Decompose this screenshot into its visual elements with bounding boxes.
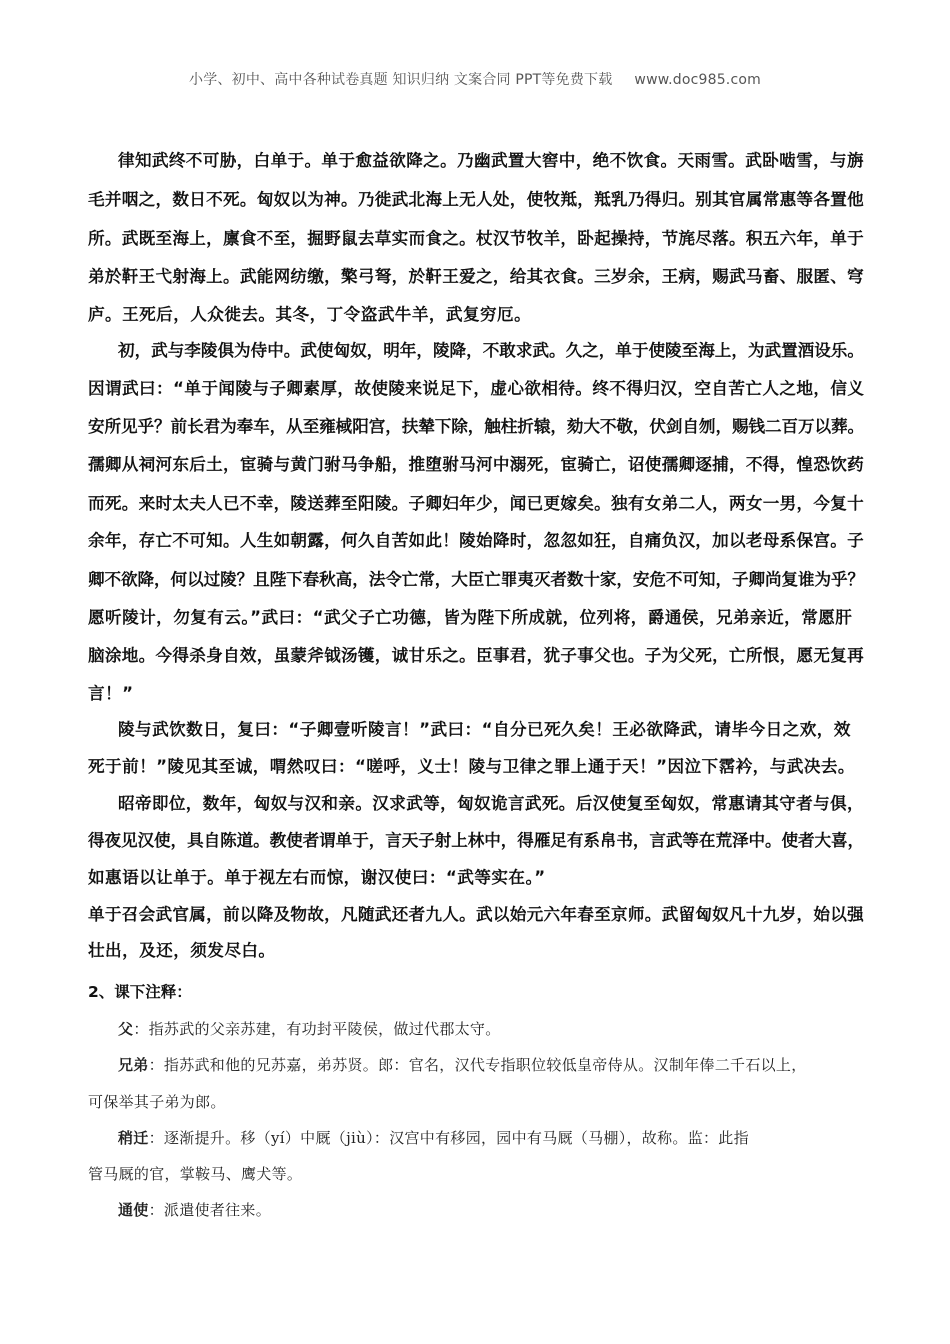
note-continuation: 可保举其子弟为郎。	[88, 1093, 226, 1111]
note-item	[118, 1199, 271, 1220]
body-line: 所。武既至海上，廪食不至，掘野鼠去草实而食之。杖汉节牧羊，卧起操持，节旄尽落。积五六年，单于	[88, 229, 865, 248]
header-text: 小学、初中、高中各种试卷真题 知识归纳 文案合同 PPT等免费下载	[189, 72, 613, 88]
note-continuation: 管马厩的官，掌鞍马、鹰犬等。	[88, 1165, 303, 1183]
body-line: 因谓武曰：“单于闻陵与子卿素厚，故使陵来说足下，虚心欲相待。终不得归汉，空自苦亡人之地，信义	[88, 379, 865, 398]
note-item	[118, 1018, 501, 1039]
header-url[interactable]: www.doc985.com	[634, 72, 761, 88]
body-line: 律知武终不可胁，白单于。单于愈益欲降之。乃幽武置大窖中，绝不饮食。天雨雪。武卧啮雪，与旃	[118, 151, 864, 170]
body-line: 陵与武饮数日，复曰：“子卿壹听陵言！”武曰：“自分已死久矣！王必欲降武，请毕今日之欢，效	[118, 720, 851, 739]
body-line: 单于召会武官属，前以降及物故，凡随武还者九人。武以始元六年春至京师。武留匈奴凡十九岁，始以强	[88, 905, 865, 924]
body-line: 毛并咽之，数日不死。匈奴以为神。乃徙武北海上无人处，使牧羝，羝乳乃得归。别其官属常惠等各置他	[88, 190, 865, 209]
body-line: 如惠语以让单于。单于视左右而惊，谢汉使曰：“武等实在。”	[88, 868, 546, 887]
note-term: 兄弟	[118, 1056, 149, 1074]
note-item	[118, 1054, 807, 1075]
body-line: 愿听陵计，勿复有云。”武曰：“武父子亡功德，皆为陛下所成就，位列将，爵通侯，兄弟亲近，常愿肝	[88, 608, 853, 627]
body-line: 弟於靬王弋射海上。武能网纺缴，檠弓弩，於靬王爱之，给其衣食。三岁余，王病，赐武马畜、服匿、穹	[88, 267, 865, 286]
body-line: 初，武与李陵俱为侍中。武使匈奴，明年，陵降，不敢求武。久之，单于使陵至海上，为武置酒设乐。	[118, 341, 864, 360]
note-text: ：指苏武的父亲苏建，有功封平陵侯，做过代郡太守。	[133, 1020, 501, 1038]
body-line: 而死。来时太夫人已不幸，陵送葬至阳陵。子卿妇年少，闻已更嫁矣。独有女弟二人，两女一男，今复十	[88, 494, 865, 513]
body-line: 言！”	[88, 684, 134, 703]
note-term: 稍迁	[118, 1129, 149, 1147]
section-title: 2、课下注释：	[88, 983, 192, 1001]
note-text: ：逐渐提升。移（yí）中厩（jiù）：汉宫中有移园，园中有马厩（马棚），故称。监：此指	[148, 1129, 749, 1147]
page-header	[0, 69, 950, 89]
note-text: ：指苏武和他的兄苏嘉，弟苏贤。郎：官名，汉代专指职位较低皇帝侍从。汉制年俸二千石以上，	[148, 1056, 807, 1074]
body-line: 昭帝即位，数年，匈奴与汉和亲。汉求武等，匈奴诡言武死。后汉使复至匈奴，常惠请其守者与俱，	[118, 794, 864, 813]
body-line: 脑涂地。今得杀身自效，虽蒙斧钺汤镬，诚甘乐之。臣事君，犹子事父也。子为父死，亡所恨，愿无复再	[88, 646, 865, 665]
note-term: 通使	[118, 1201, 149, 1219]
body-line: 壮出，及还，须发尽白。	[88, 941, 276, 960]
note-text: ：派遣使者往来。	[148, 1201, 272, 1219]
note-item	[118, 1127, 749, 1148]
body-line: 得夜见汉使，具自陈道。教使者谓单于，言天子射上林中，得雁足有系帛书，言武等在荒泽中。使者大喜，	[88, 831, 865, 850]
body-line: 孺卿从祠河东后土，宦骑与黄门驸马争船，推堕驸马河中溺死，宦骑亡，诏使孺卿逐捕，不得，惶恐饮药	[88, 455, 865, 474]
body-line: 安所见乎？前长君为奉车，从至雍棫阳宫，扶辇下除，触柱折辕，劾大不敬，伏剑自刎，赐钱二百万以葬。	[88, 417, 865, 436]
body-line: 卿不欲降，何以过陵？且陛下春秋高，法令亡常，大臣亡罪夷灭者数十家，安危不可知，子卿尚复谁为乎？	[88, 570, 865, 589]
body-line: 庐。王死后，人众徙去。其冬，丁令盗武牛羊，武复穷厄。	[88, 305, 532, 324]
note-term: 父	[118, 1020, 134, 1038]
body-line: 死于前！”陵见其至诚，喟然叹曰：“嗟呼，义士！陵与卫律之罪上通于天！”因泣下霑衿，与武决去。	[88, 757, 855, 776]
body-line: 余年，存亡不可知。人生如朝露，何久自苦如此！陵始降时，忽忽如狂，自痛负汉，加以老母系保宫。子	[88, 531, 865, 550]
